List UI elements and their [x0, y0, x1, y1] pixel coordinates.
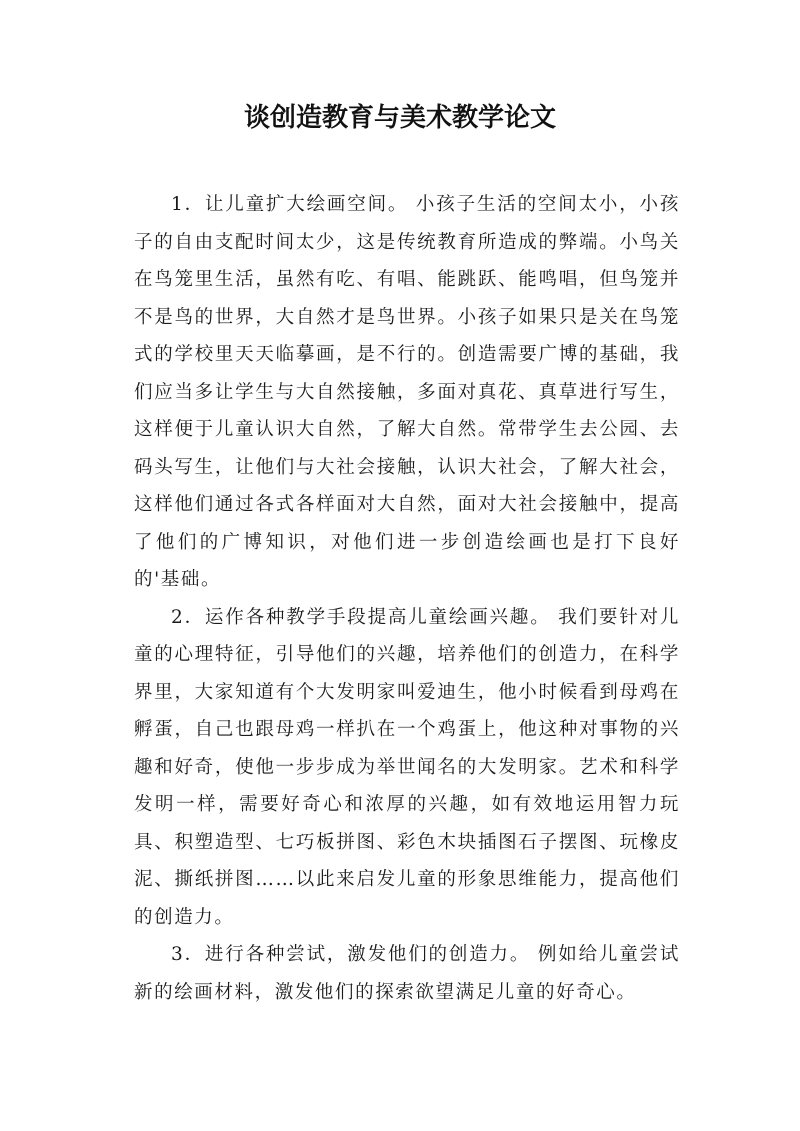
document-title: 谈创造教育与美术教学论文 — [243, 103, 556, 133]
paragraph-2: 2．运作各种教学手段提高儿童绘画兴趣。 我们要针对儿童的心理特征，引导他们的兴趣，培养他们的创造力，在科学界里，大家知道有个大发明家叫爱迪生，他小时候看到母鸡在孵蛋，自己也跟母鸡一样扒在一个鸡蛋上，他这种对事物的兴趣和好奇，使他一步步成为举世闻名的大发明家。艺术和科学发明一样，需要好奇心和浓厚的兴趣，如有效地运用智力玩具、积塑造型、七巧板拼图、彩色木块插图石子摆图、玩橡皮泥、撕纸拼图……以此来启发儿童的形象思维能力，提高他们的创造力。 — [134, 606, 680, 928]
paragraph-1: 1．让儿童扩大绘画空间。 小孩子生活的空间太小，小孩子的自由支配时间太少，这是传统教育所造成的弊端。小鸟关在鸟笼里生活，虽然有吃、有唱、能跳跃、能鸣唱，但鸟笼并不是鸟的世界，大自然才是鸟世界。小孩子如果只是关在鸟笼式的学校里天天临摹画，是不行的。创造需要广博的基础，我们应当多让学生与大自然接触，多面对真花、真草进行写生，这样便于儿童认识大自然，了解大自然。常带学生去公园、去码头写生，让他们与大社会接触，认识大社会，了解大社会，这样他们通过各式各样面对大自然，面对大社会接触中，提高了他们的广博知识，对他们进一步创造绘画也是打下良好的'基础。 — [134, 194, 680, 590]
document-body — [134, 186, 680, 1011]
paragraph-3: 3．进行各种尝试，激发他们的创造力。 例如给儿童尝试新的绘画材料，激发他们的探索欲望满足儿童的好奇心。 — [134, 944, 680, 1003]
